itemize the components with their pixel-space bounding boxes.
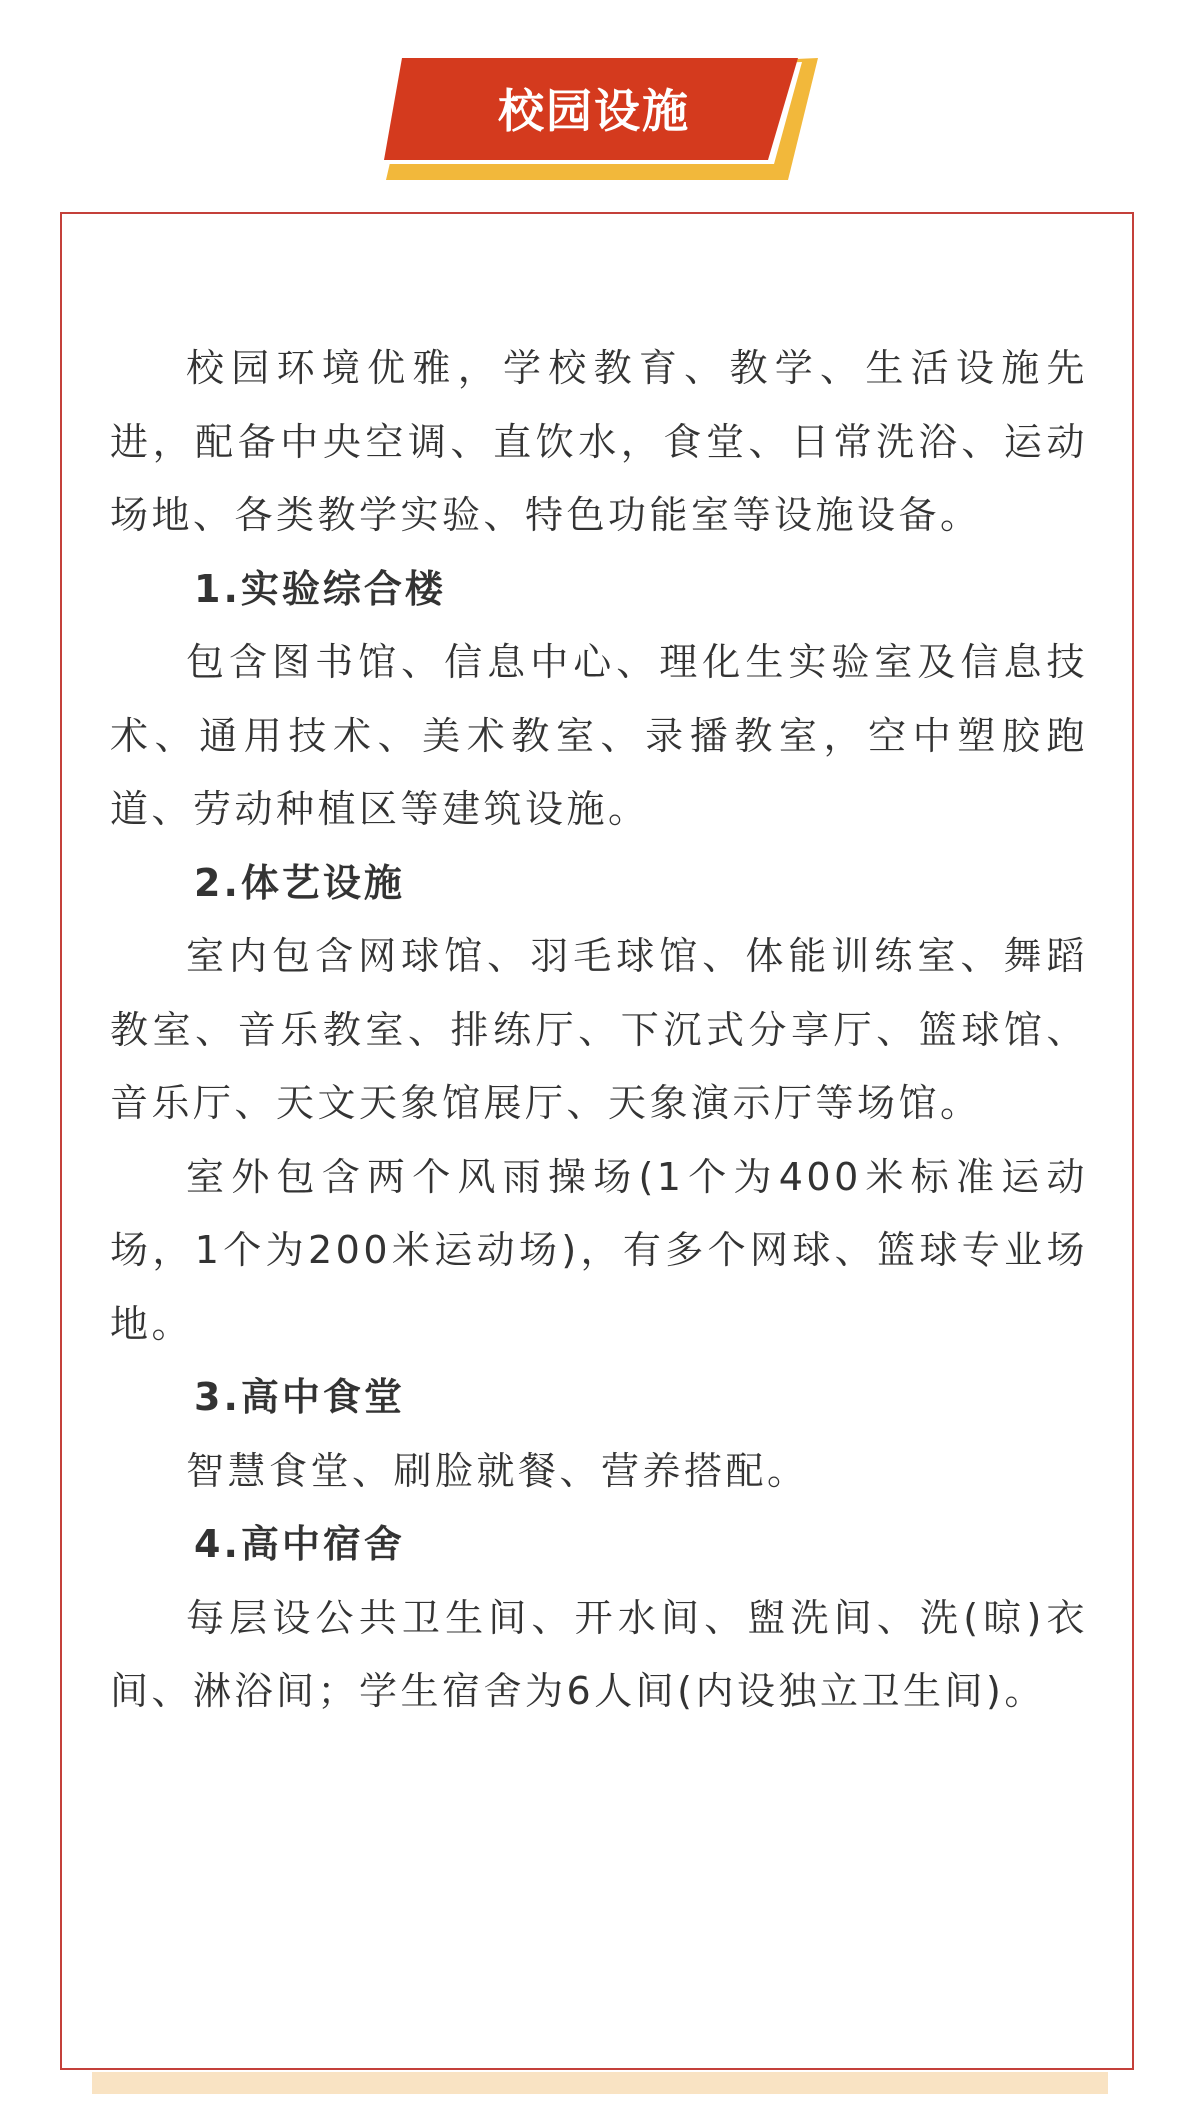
section-heading-dormitory: 4.高中宿舍 [194, 1522, 405, 1566]
section-paragraph-sports-indoor: 室内包含网球馆、羽毛球馆、体能训练室、舞蹈教室、音乐教室、排练厅、下沉式分享厅、篮球馆、音乐厅、天文天象馆展厅、天象演示厅等场馆。 [110, 934, 1088, 1125]
section-heading-canteen: 3.高中食堂 [194, 1375, 405, 1419]
section-banner [384, 56, 824, 186]
content-frame [60, 212, 1134, 2070]
page-title: 校园设施 [498, 84, 690, 138]
section-paragraph-canteen: 智慧食堂、刷脸就餐、营养搭配。 [186, 1448, 809, 1493]
section-paragraph-sports-outdoor: 室外包含两个风雨操场(1个为400米标准运动场，1个为200米运动场)，有多个网球、篮球专业场地。 [110, 1154, 1088, 1346]
section-heading-sports-arts: 2.体艺设施 [194, 860, 405, 905]
section-paragraph-lab-building: 包含图书馆、信息中心、理化生实验室及信息技术、通用技术、美术教室、录播教室，空中塑胶跑道、劳动种植区等建筑设施。 [110, 640, 1088, 831]
intro-paragraph: 校园环境优雅，学校教育、教学、生活设施先进，配备中央空调、直饮水，食堂、日常洗浴、运动场地、各类教学实验、特色功能室等设施设备。 [110, 346, 1088, 537]
section-paragraph-dormitory: 每层设公共卫生间、开水间、盥洗间、洗(晾)衣间、淋浴间；学生宿舍为6人间(内设独立卫生间)。 [110, 1595, 1088, 1713]
section-heading-lab-building: 1.实验综合楼 [194, 566, 446, 611]
bottom-decor-strip [92, 2072, 1108, 2094]
article-body [110, 332, 1088, 1729]
